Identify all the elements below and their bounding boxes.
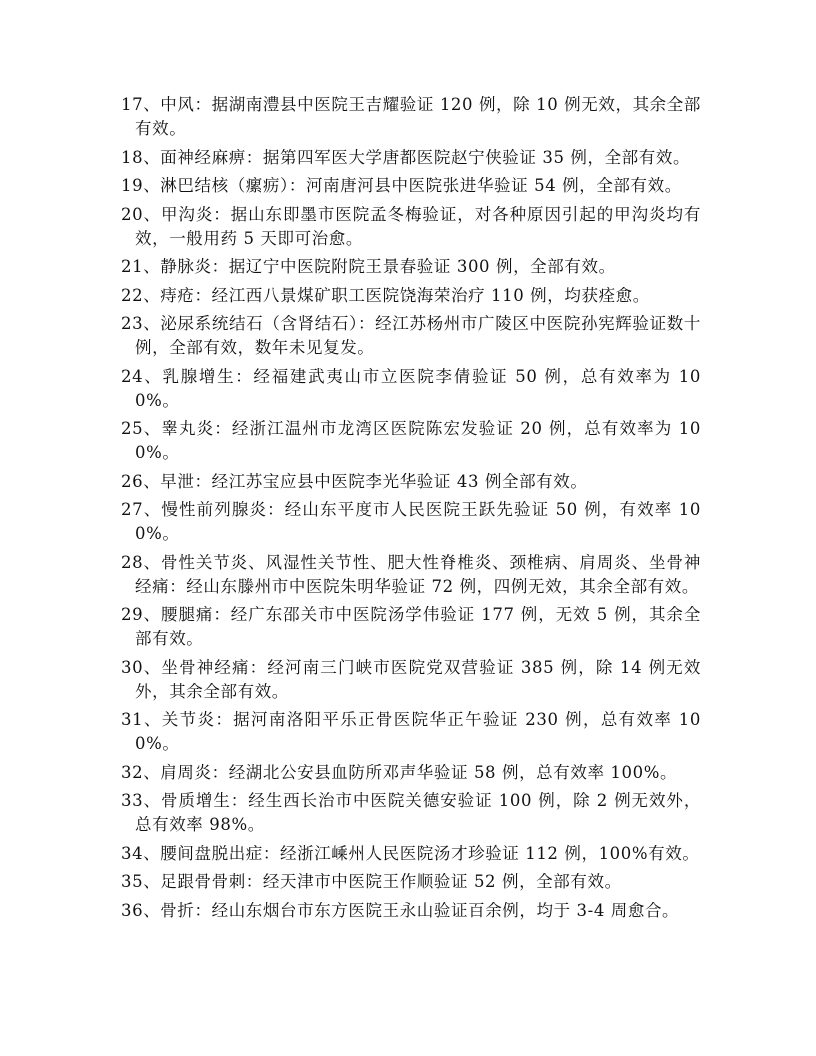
entry-36: 36、骨折：经山东烟台市东方医院王永山验证百余例，均于 3-4 周愈合。: [121, 900, 680, 920]
entry-29: 29、腰腿痛：经广东邵关市中医院汤学伟验证 177 例，无效 5 例，其余全部有效。: [121, 605, 701, 648]
entry-33: 33、骨质增生：经生西长治市中医院关德安验证 100 例，除 2 例无效外，总有效率 98%。: [121, 791, 701, 834]
entry-18: 18、面神经麻痹：据第四军医大学唐都医院赵宁侠验证 35 例，全部有效。: [121, 147, 691, 167]
entry-31: 31、关节炎：据河南洛阳平乐正骨医院华正午验证 230 例，总有效率 100%。: [121, 710, 701, 753]
entry-34: 34、腰间盘脱出症：经浙江嵊州人民医院汤才珍验证 112 例，100%有效。: [121, 843, 700, 863]
document-body: [121, 93, 701, 927]
entry-24: 24、乳腺增生：经福建武夷山市立医院李倩验证 50 例，总有效率为 100%。: [121, 366, 701, 410]
entry-19: 19、淋巴结核（瘰疬）：河南唐河县中医院张进华验证 54 例，全部有效。: [121, 176, 682, 195]
entry-20: 20、甲沟炎：据山东即墨市医院孟冬梅验证，对各种原因引起的甲沟炎均有效，一般用药 5 天即可治愈。: [121, 204, 701, 248]
entry-23: 23、泌尿系统结石（含肾结石）：经江苏杨州市广陵区中医院孙宪辉验证数十例，全部有效，数年未见复发。: [121, 314, 701, 357]
entry-25: 25、睾丸炎：经浙江温州市龙湾区医院陈宏发验证 20 例，总有效率为 100%。: [121, 419, 701, 462]
entry-26: 26、早泄：经江苏宝应县中医院李光华验证 43 例全部有效。: [121, 471, 588, 491]
entry-30: 30、坐骨神经痛：经河南三门峡市医院党双营验证 385 例，除 14 例无效外，其余全部有效。: [121, 657, 701, 701]
entry-35: 35、足跟骨骨刺：经天津市中医院王作顺验证 52 例，全部有效。: [121, 872, 622, 891]
entry-27: 27、慢性前列腺炎：经山东平度市人民医院王跃先验证 50 例，有效率 100%。: [121, 500, 701, 543]
entry-32: 32、肩周炎：经湖北公安县血防所邓声华验证 58 例，总有效率 100%。: [121, 762, 678, 782]
entry-17: 17、中风：据湖南澧县中医院王吉耀验证 120 例，除 10 例无效，其余全部有效。: [121, 95, 701, 138]
entry-21: 21、静脉炎：据辽宁中医院附院王景春验证 300 例，全部有效。: [121, 257, 616, 276]
entry-22: 22、痔疮：经江西八景煤矿职工医院饶海荣治疗 110 例，均获痊愈。: [121, 285, 650, 305]
entry-28: 28、骨性关节炎、风湿性关节性、肥大性脊椎炎、颈椎病、肩周炎、坐骨神经痛：经山东滕州市中医院朱明华验证 72 例，四例无效，其余全部有效。: [121, 552, 701, 596]
